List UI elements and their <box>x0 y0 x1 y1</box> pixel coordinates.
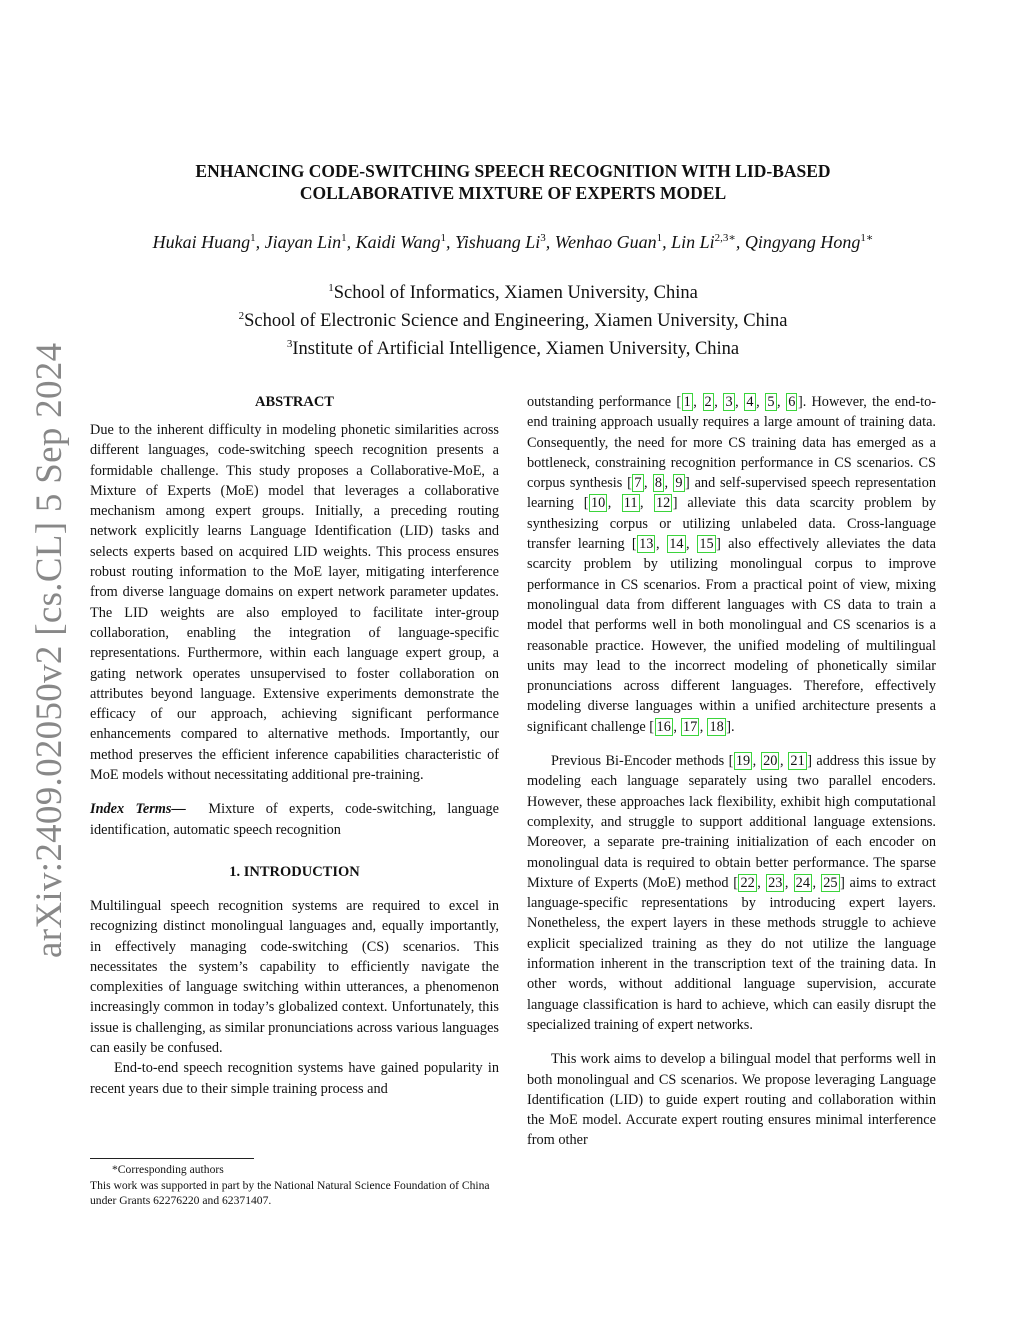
author-name: Wenhao Guan <box>554 232 657 252</box>
author-affiliation-marker: 1 <box>656 232 663 244</box>
citation-link[interactable]: 21 <box>790 753 805 770</box>
citation-link[interactable]: 14 <box>669 536 684 553</box>
title-line-2: COLLABORATIVE MIXTURE OF EXPERTS MODEL <box>299 183 727 203</box>
author-name: Lin Li <box>671 232 715 252</box>
citation-link[interactable]: 7 <box>634 475 642 492</box>
author-affiliation-marker: 2,3∗ <box>714 232 736 244</box>
author-name: Hukai Huang <box>152 232 251 252</box>
introduction-paragraph-1: Multilingual speech recognition systems are required to excel in recognizing distinct monolingual languages and, equally importantly, in effectively managing code-switching (CS) scenarios. This necessitates the system’s capability to efficiently navigate the complexities of language switching within utterances, a phenomenon increasingly common in today’s globalized context. Unfortunately, this issue is challenging, as similar pronunciations across various languages can easily be confused. <box>90 897 499 1057</box>
author-name: Jiayan Lin <box>264 232 342 252</box>
citation-link[interactable]: 18 <box>709 718 724 735</box>
author-affiliation-marker: 1 <box>341 232 347 244</box>
index-terms <box>90 799 499 840</box>
funding-note: This work was supported in part by the National Natural Science Foundation of China under Grants 62276220 and 62371407. <box>90 1178 490 1207</box>
citation-link[interactable]: 13 <box>639 536 654 553</box>
corresponding-author-note: *Corresponding authors <box>112 1163 224 1176</box>
citation-link[interactable]: 4 <box>746 394 754 410</box>
citation-link[interactable]: 1 <box>683 394 691 410</box>
citation-link[interactable]: 10 <box>590 495 606 512</box>
citation-link[interactable]: 8 <box>654 475 663 492</box>
introduction-paragraph-2: End-to-end speech recognition systems have gained popularity in recent years due to their simple training process and <box>90 1060 499 1097</box>
abstract-heading: ABSTRACT <box>255 394 334 410</box>
citation-link[interactable]: 25 <box>823 874 838 891</box>
affiliation-text: School of Electronic Science and Engineering, Xiamen University, China <box>244 311 788 332</box>
citation-link[interactable]: 24 <box>795 874 810 891</box>
footnote-divider <box>90 1158 254 1159</box>
citation-link[interactable]: 23 <box>768 874 783 891</box>
right-column <box>527 392 936 1151</box>
right-paragraph-3: This work aims to develop a bilingual model that performs well in both monolingual and CS scenarios. We propose leveraging Language Identification (LID) to guide expert routing and collaboration within the MoE model. Accurate expert routing ensures minimal interference from other <box>527 1051 936 1149</box>
abstract-text: Due to the inherent difficulty in modeling phonetic similarities across different languages, code-switching speech recognition presents a formidable challenge. This study proposes a Collaborative-MoE, a Mixture of Experts (MoE) model that leverages a collaborative mechanism among expert groups. Initially, a preceding routing network explicitly learns Language Identification (LID) tasks and selects experts based on acquired LID weights. This process ensures robust routing information to the MoE layer, mitigating interference from diverse language domains on expert network parameter updates. The LID weights are also employed to facilitate inter-group collaboration, enabling the integration of language-specific representations. Furthermore, within each language expert group, a gating network operates unsupervised to foster collaboration on attributes beyond language. Extensive experiments demonstrate the efficacy of our approach, achieving significant performance enhancements compared to alternative methods. Importantly, our method preserves the efficient inference capabilities characteristic of MoE models without necessitating additional pre-training. <box>90 422 499 784</box>
citation-link[interactable]: 12 <box>655 495 671 512</box>
citation-link[interactable]: 20 <box>763 753 778 770</box>
right-paragraph-1: outstanding performance [ 1 , 2 , 3 , 4 , 5 , 6 ]. However, the end-to-end training approach usually requires a large amount of training data. Consequently, the need for more CS training data has emerged as a bottleneck, constraining recognition performance in CS scenarios. CS corpus synthesis [ 7 , 8 , 9 ] and self-supervised speech representation learning [ 10 , 11 , 12 ] alleviate this data scarcity problem by synthesizing corpus or utilizing unlabeled data. Cross-language transfer learning [ 13 , 14 , 15 ] also effectively alleviates the data scarcity problem by utilizing monolingual corpus to improve performance in CS scenarios. From a practical point of view, mixing monolingual data from different languages with CS data to train a model that performs well in both monolingual and CS scenarios is a reasonable practice. However, the unified modeling of multilingual units may lead to the incorrect modeling of phonetically similar pronunciations across different languages. Therefore, effectively modeling diverse languages within a unified architecture presents a significant challenge [ 16 , 17 , 18 ]. <box>527 394 937 735</box>
affiliation-number: 2 <box>238 310 245 323</box>
right-paragraph-2: Previous Bi-Encoder methods [ 19 , 20 , 21 ] address this issue by modeling each language separately using two parallel encoders. However, these approaches lack flexibility, exhibit high computational complexity, and struggle to support additional language extensions. Moreover, a separate pre-training initialization of each encoder on monolingual data is required to obtain better performance. The sparse Mixture of Experts (MoE) method [ 22 , 23 , 24 , 25 ] aims to extract language-specific representations by introducing expert layers. Nonetheless, the expert layers in these methods struggle to achieve explicit specialized training as they do not utilize the language information inherent in the transcription text of the training data. In other words, without additional language supervision, accurate language classification is hard to achieve, which can easily disrupt the specialized training of expert networks. <box>527 753 937 1033</box>
arxiv-identifier: arXiv:2409.02050v2 [cs.CL] 5 Sep 2024 <box>29 342 70 958</box>
index-terms-label: Index Terms— <box>90 801 186 818</box>
left-column <box>90 392 499 1099</box>
affiliation-text: Institute of Artificial Intelligence, Xiamen University, China <box>292 339 740 360</box>
affiliation-list <box>90 277 936 361</box>
index-terms-text: Mixture of experts, code-switching, language identification, automatic speech recognition <box>90 801 499 838</box>
author-affiliation-marker: 3 <box>540 232 546 244</box>
affiliation-text: School of Informatics, Xiamen University, China <box>333 283 698 304</box>
citation-link[interactable]: 16 <box>656 718 671 735</box>
citation-link[interactable]: 17 <box>683 718 698 735</box>
introduction-body <box>90 896 499 1099</box>
citation-link[interactable]: 2 <box>704 394 712 410</box>
author-list: Hukai Huang$^1$, Jiayan Lin$^1$, Kaidi Wang$^1$, Yishuang Li$^3$, Wenhao Guan$^1$, Lin $Li^{2,3∗}$, Qingyang Hong$^{1∗}$ <box>152 232 874 252</box>
paper-title <box>90 160 936 204</box>
footnotes <box>90 1162 499 1209</box>
citation-link[interactable]: 3 <box>725 394 733 410</box>
citation-link[interactable]: 5 <box>767 394 775 410</box>
author-name: Qingyang Hong <box>744 232 861 252</box>
author-name: Kaidi Wang <box>355 232 441 252</box>
affiliation-line <box>90 305 936 333</box>
affiliation-line <box>90 333 936 361</box>
title-line-1: ENHANCING CODE-SWITCHING SPEECH RECOGNITION WITH LID-BASED <box>195 161 831 181</box>
citation-link[interactable]: 6 <box>788 394 796 410</box>
affiliation-line <box>90 277 936 305</box>
citation-link[interactable]: 22 <box>740 874 755 891</box>
affiliation-number: 1 <box>328 282 334 294</box>
citation-link[interactable]: 19 <box>735 753 751 770</box>
citation-link[interactable]: 11 <box>623 495 638 512</box>
author-affiliation-marker: 1∗ <box>860 232 874 244</box>
affiliation-number: 3 <box>286 338 293 351</box>
citation-link[interactable]: 9 <box>675 475 683 492</box>
author-affiliation-marker: 1 <box>440 232 447 244</box>
author-affiliation-marker: 1 <box>250 232 256 244</box>
citation-link[interactable]: 15 <box>699 536 714 553</box>
author-name: Yishuang Li <box>455 232 541 252</box>
introduction-heading: 1. INTRODUCTION <box>229 863 360 880</box>
